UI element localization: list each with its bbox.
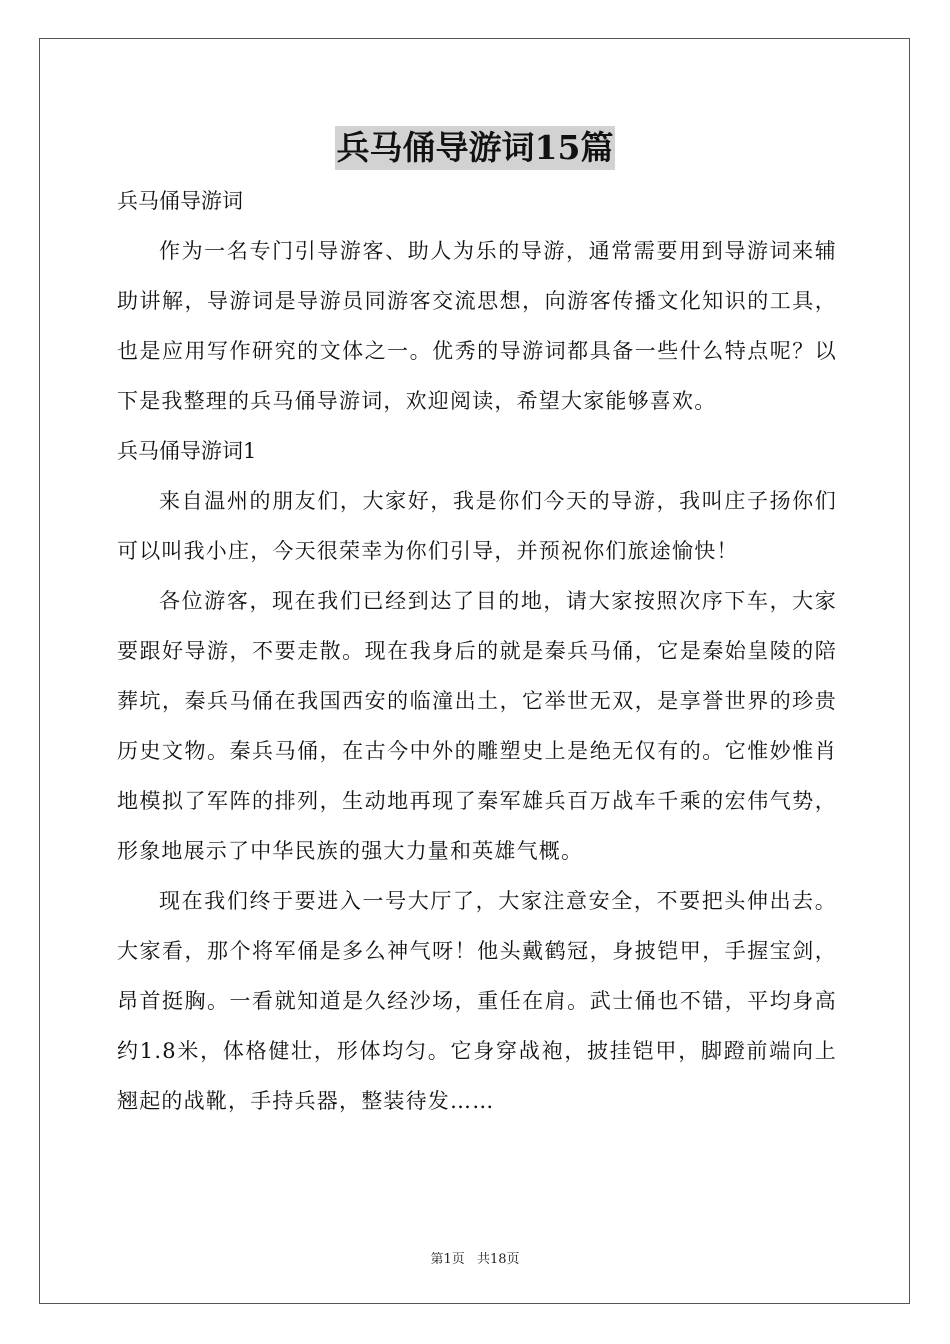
document-title: 兵马俑导游词15篇 [335, 126, 616, 170]
intro-heading: 兵马俑导游词 [117, 189, 243, 213]
section-heading: 兵马俑导游词1 [117, 439, 257, 463]
intro-paragraph: 作为一名专门引导游客、助人为乐的导游，通常需要用到导游词来辅助讲解，导游词是导游员同游客交流思想，向游客传播文化知识的工具，也是应用写作研究的文体之一。优秀的导游词都具备一些什么特点呢？以下是我整理的兵马俑导游词，欢迎阅读，希望大家能够喜欢。 [117, 239, 837, 413]
body-paragraph: 各位游客，现在我们已经到达了目的地，请大家按照次序下车，大家要跟好导游，不要走散。现在我身后的就是秦兵马俑，它是秦始皇陵的陪葬坑，秦兵马俑在我国西安的临潼出土，它举世无双，是享誉世界的珍贵历史文物。秦兵马俑，在古今中外的雕塑史上是绝无仅有的。它惟妙惟肖地模拟了军阵的排列，生动地再现了秦军雄兵百万战车千乘的宏伟气势，形象地展示了中华民族的强大力量和英雄气概。 [117, 589, 837, 863]
document-body [117, 176, 837, 1126]
body-paragraph: 现在我们终于要进入一号大厅了，大家注意安全，不要把头伸出去。大家看，那个将军俑是多么神气呀！他头戴鹤冠，身披铠甲，手握宝剑，昂首挺胸。一看就知道是久经沙场，重任在肩。武士俑也不错，平均身高约1.8米，体格健壮，形体均匀。它身穿战袍，披挂铠甲，脚蹬前端向上翘起的战靴，手持兵器，整装待发…… [117, 889, 837, 1113]
page-number: 第1页 [430, 1252, 465, 1267]
title-container [0, 126, 950, 170]
body-paragraph: 来自温州的朋友们，大家好，我是你们今天的导游，我叫庄子扬你们可以叫我小庄，今天很荣幸为你们引导，并预祝你们旅途愉快！ [117, 489, 837, 563]
page-total: 共18页 [476, 1252, 520, 1267]
page-footer [0, 1248, 950, 1267]
